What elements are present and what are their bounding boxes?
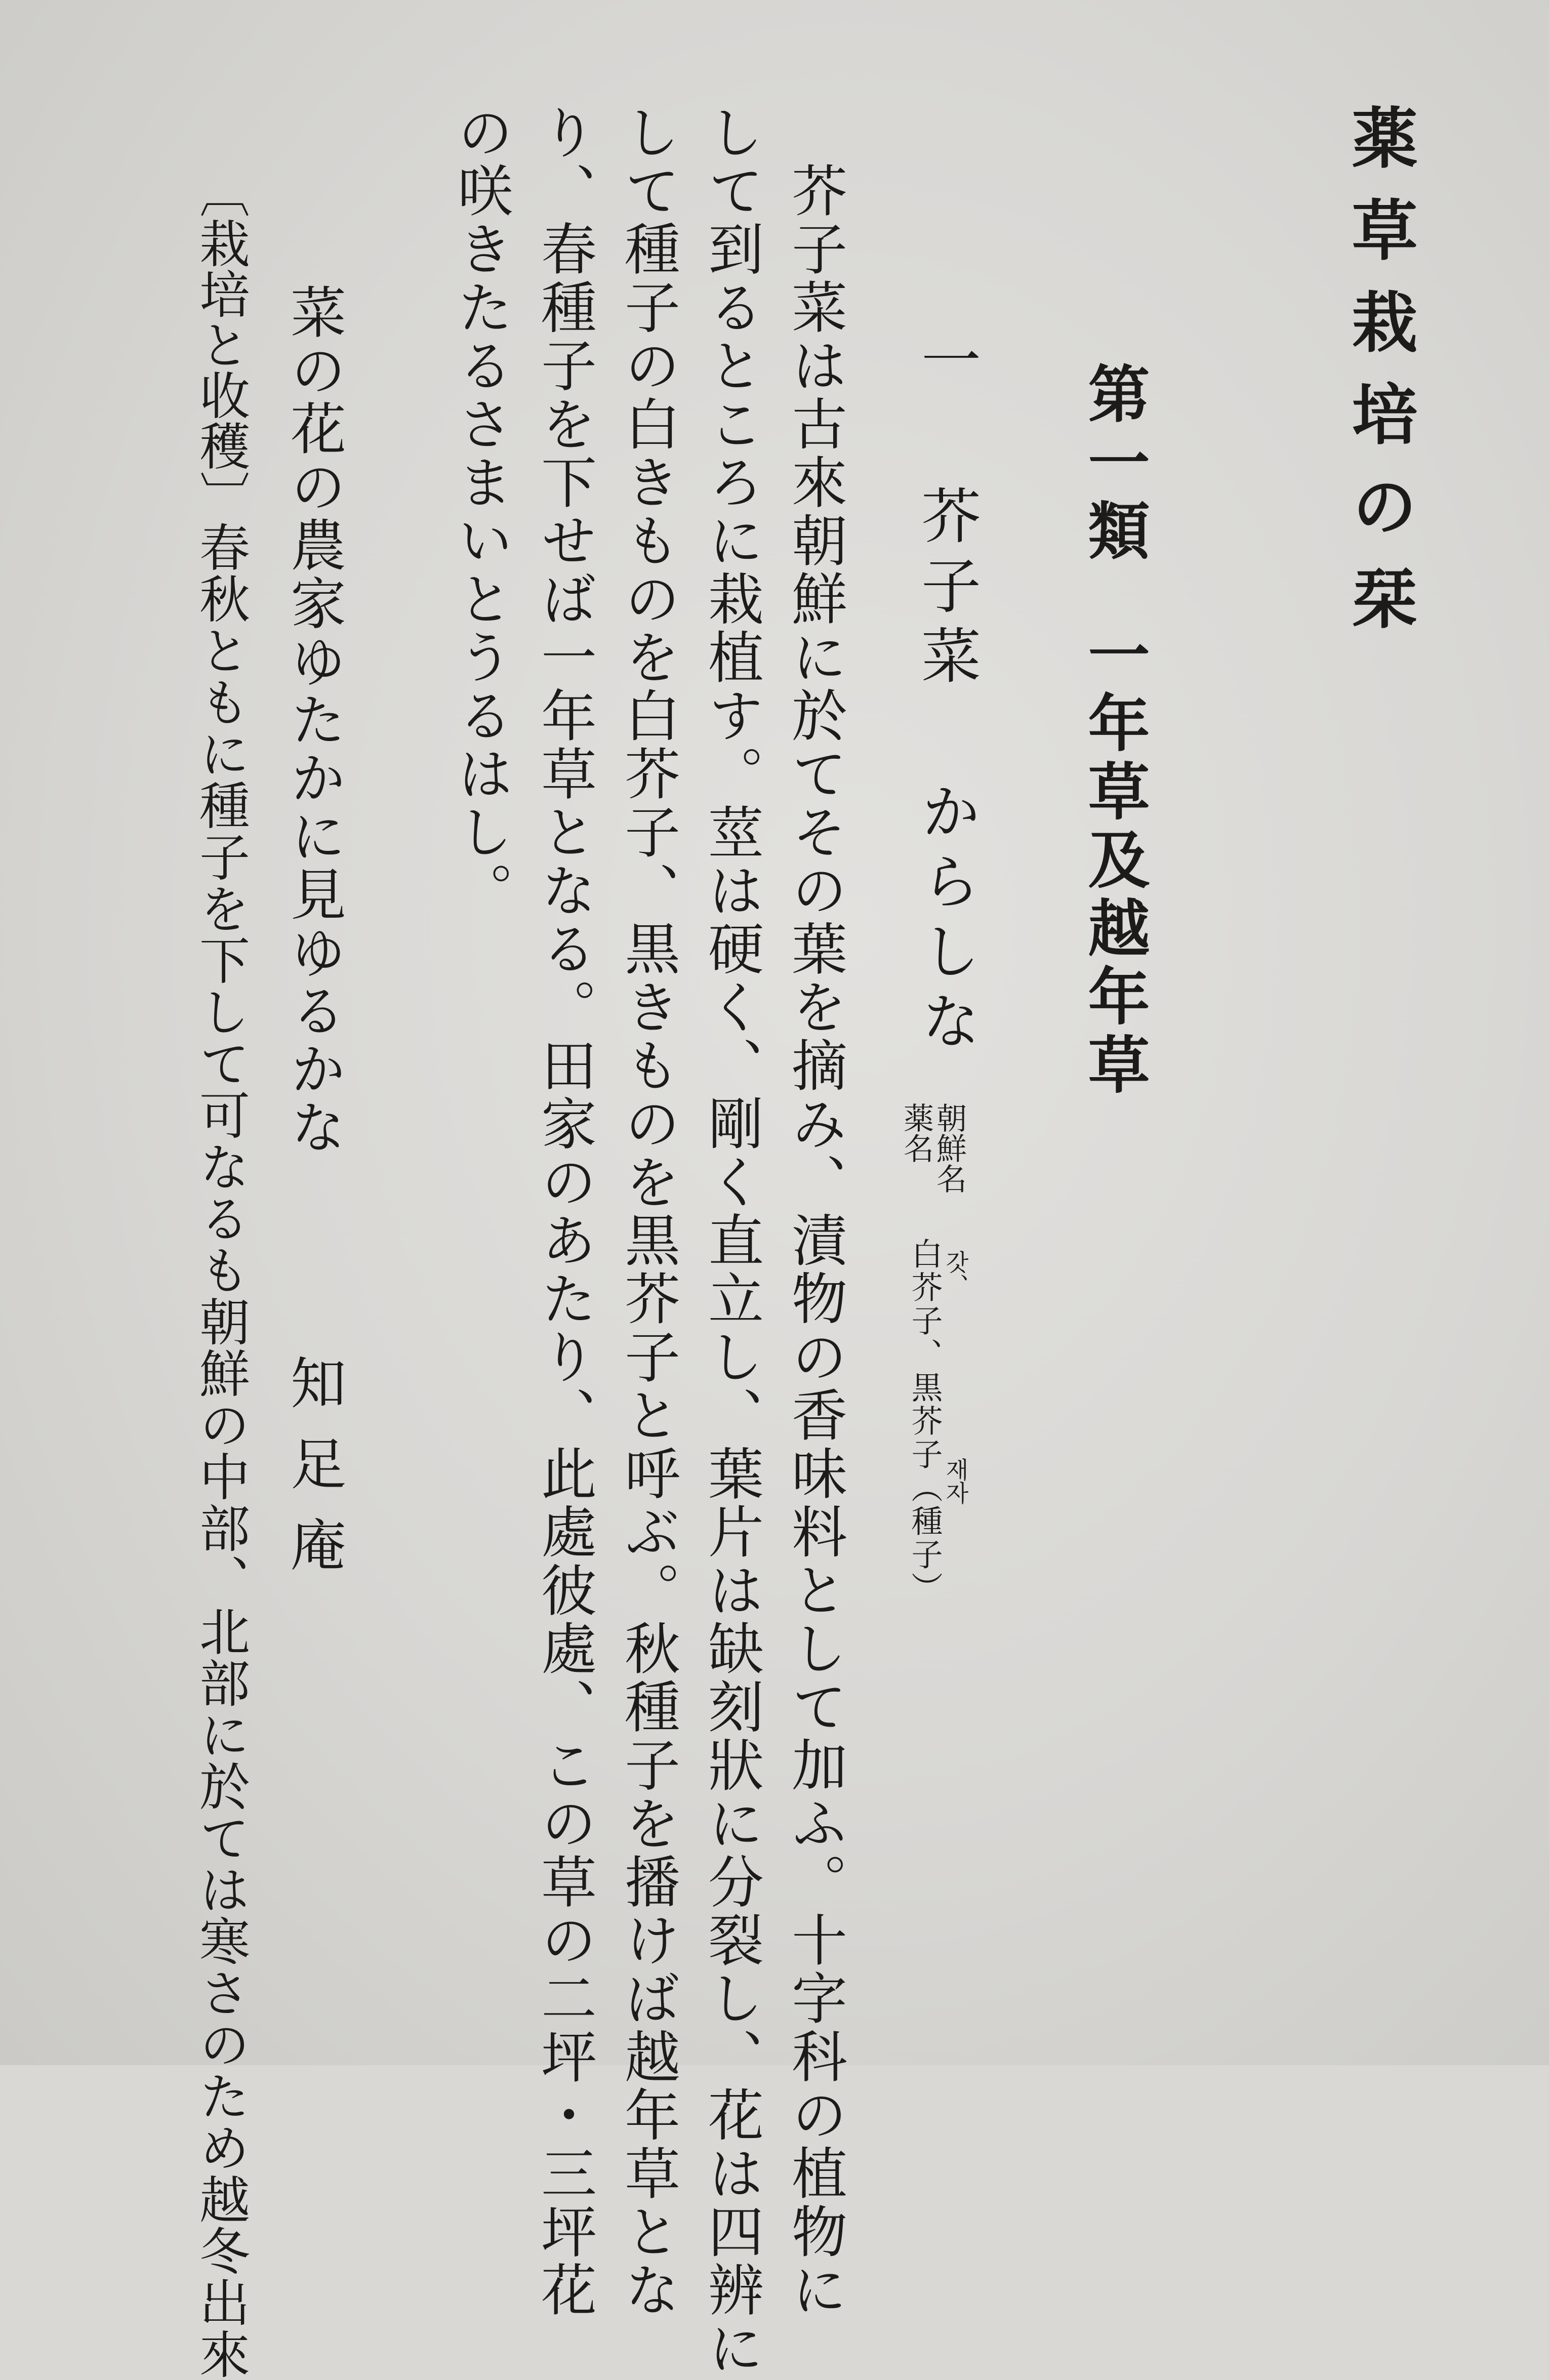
entry-reading: からしな <box>911 781 981 1060</box>
body-line: の咲きたるさまいとうるはし。 <box>449 104 513 920</box>
chapter-heading <box>1078 362 1151 1101</box>
korean-name: 갓、 <box>942 1250 969 1297</box>
drug-names: 白芥子、黒芥子（種子） <box>906 1238 943 1605</box>
entry-number: 一 <box>911 329 981 399</box>
ruby-ja: 재 <box>942 1458 969 1481</box>
cultivation-note <box>191 167 250 2380</box>
drug-name-label: 薬名 <box>899 1102 934 1163</box>
note-text: 春秋ともに種子を下して可なるも朝鮮の中部、北部に於ては寒さのため越冬出來 <box>191 521 250 2380</box>
korean-name-label: 朝鮮名 <box>931 1102 967 1194</box>
body-line: り、春種子を下せば一年草となる。田家のあたり、此處彼處、この草の二坪・三坪花 <box>532 104 597 2320</box>
entry-name: 芥子菜 <box>911 485 981 694</box>
body-line: して種子の白きものを白芥子、黒きものを黒芥子と呼ぶ。秋種子を播けば越年草とな <box>616 104 680 2320</box>
body-line: 芥子菜は古來朝鮮に於てその葉を摘み、漬物の香味料として加ふ。十字科の植物に <box>783 162 847 2320</box>
hangul-ruby <box>944 1458 967 1504</box>
ruby-ja: 자 <box>942 1481 969 1504</box>
haiku-author: 知足庵 <box>281 1354 346 1597</box>
chapter-name: 一年草及越年草 <box>1078 623 1151 1101</box>
note-label: 〔栽培と收穫〕 <box>191 167 250 521</box>
body-line: して到るところに栽植す。莖は硬く、剛く直立し、葉片は缺刻狀に分裂し、花は四辨に <box>699 104 764 2378</box>
haiku: 菜の花の農家ゆたかに見ゆるかな <box>281 283 346 1157</box>
page-title: 薬草栽培の栞 <box>1341 104 1418 656</box>
entry-heading <box>911 329 981 1060</box>
chapter-number: 第一類 <box>1078 362 1151 567</box>
